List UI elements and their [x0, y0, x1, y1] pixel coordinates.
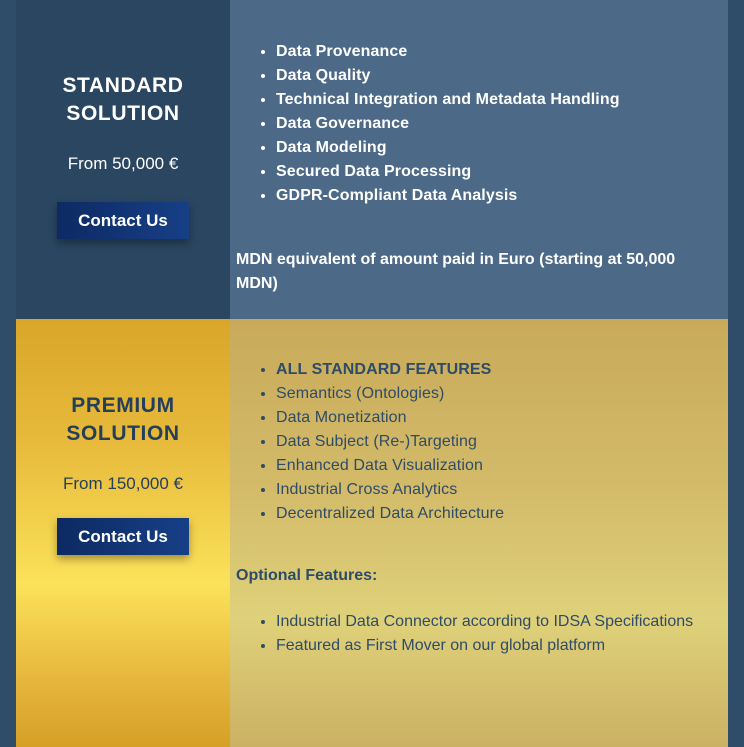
- list-item: • Semantics (Ontologies): [276, 382, 708, 406]
- standard-pricing-note: MDN equivalent of amount paid in Euro (starting at 50,000 MDN): [236, 251, 676, 292]
- list-item: • Decentralized Data Architecture: [276, 502, 708, 526]
- list-item: • Data Governance: [276, 112, 708, 136]
- premium-plan-details: [230, 319, 728, 747]
- premium-price: From 150,000 €: [62, 474, 183, 493]
- standard-plan-row: [16, 0, 728, 319]
- list-item: • Data Quality: [276, 64, 708, 88]
- list-item: • Technical Integration and Metadata Handling: [276, 88, 708, 112]
- standard-title-line1: STANDARD: [62, 74, 184, 97]
- list-item: • Data Monetization: [276, 406, 708, 430]
- standard-title-line2: SOLUTION: [66, 102, 180, 125]
- list-item: • Featured as First Mover on our global platform: [276, 634, 708, 658]
- optional-feature-list: [236, 610, 708, 658]
- premium-plan-row: [16, 319, 728, 747]
- list-item: • ALL STANDARD FEATURES: [276, 358, 708, 382]
- list-item: • Data Subject (Re-)Targeting: [276, 430, 708, 454]
- list-item: • Enhanced Data Visualization: [276, 454, 708, 478]
- list-item: • Industrial Data Connector according to IDSA Specifications: [276, 610, 708, 634]
- premium-contact-button[interactable]: Contact Us: [57, 518, 189, 555]
- list-item: • Industrial Cross Analytics: [276, 478, 708, 502]
- standard-contact-button[interactable]: Contact Us: [57, 202, 189, 239]
- premium-title-line1: PREMIUM: [71, 394, 175, 417]
- list-item: • Data Provenance: [276, 40, 708, 64]
- list-item: • Data Modeling: [276, 136, 708, 160]
- standard-price: From 50,000 €: [67, 154, 179, 173]
- standard-plan-title: [62, 72, 183, 128]
- list-item: • Secured Data Processing: [276, 160, 708, 184]
- premium-feature-list: [236, 358, 708, 526]
- standard-plan-details: [230, 0, 728, 319]
- premium-plan-summary: [16, 319, 230, 747]
- list-item: • GDPR-Compliant Data Analysis: [276, 184, 708, 208]
- standard-plan-summary: [16, 0, 230, 319]
- optional-features-title: Optional Features:: [236, 567, 378, 584]
- premium-title-line2: SOLUTION: [66, 422, 180, 445]
- premium-plan-title: [66, 392, 179, 448]
- standard-feature-list: [236, 40, 708, 208]
